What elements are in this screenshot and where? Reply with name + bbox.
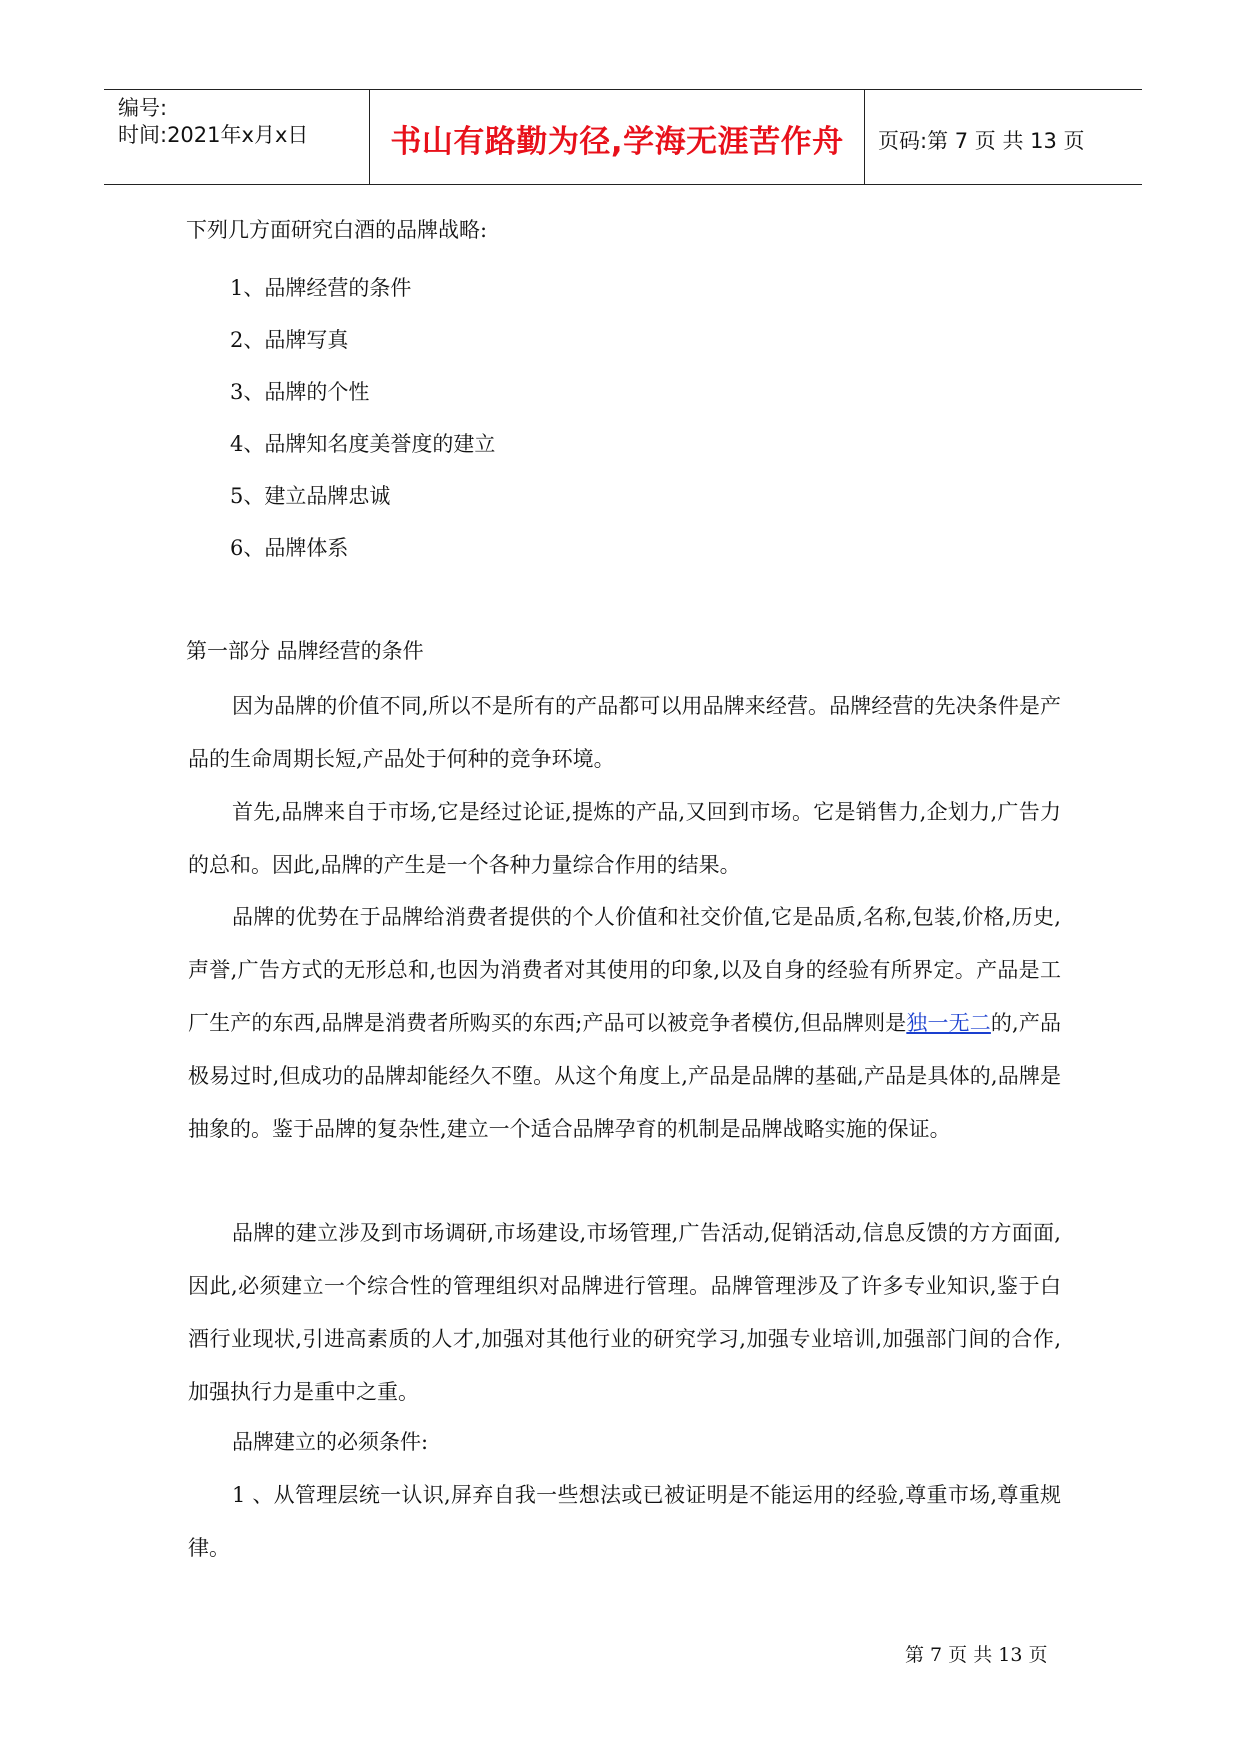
header-right-cell (866, 90, 1142, 184)
time-label: 时间:2021年x月x日 (118, 123, 309, 147)
page-info: 页码:第 7 页 共 13 页 (878, 129, 1085, 153)
header-left-cell (104, 90, 370, 184)
list-item-5: 5、建立品牌忠诚 (230, 484, 391, 508)
list-item-2: 2、品牌写真 (230, 328, 349, 352)
paragraph-3-text-a: 品牌的优势在于品牌给消费者提供的个人价值和社交价值,它是品质,名称,包装,价格,历史,声誉,广告方式的无形总和,也因为消费者对其使用的印象,以及自身的经验有所界定。产品是工厂生产的东西,品牌是消费者所购买的东西;产品可以被竞争者模仿,但品牌则是 (188, 905, 1061, 1035)
paragraph-1: 因为品牌的价值不同,所以不是所有的产品都可以用品牌来经营。品牌经营的先决条件是产品的生命周期长短,产品处于何种的竞争环境。 (188, 694, 1061, 771)
paragraph-6: 1 、从管理层统一认识,屏弃自我一些想法或已被证明是不能运用的经验,尊重市场,尊重规律。 (188, 1483, 1061, 1560)
paragraph-3-text-b: 的,产品极易过时,但成功的品牌却能经久不堕。从这个角度上,产品是品牌的基础,产品是具体的,品牌是抽象的。鉴于品牌的复杂性,建立一个适合品牌孕育的机制是品牌战略实施的保证。 (188, 1011, 1061, 1141)
number-label: 编号: (118, 96, 168, 120)
page-footer: 第 7 页 共 13 页 (905, 1644, 1048, 1666)
paragraph-4: 品牌的建立涉及到市场调研,市场建设,市场管理,广告活动,促销活动,信息反馈的方方面面,因此,必须建立一个综合性的管理组织对品牌进行管理。品牌管理涉及了许多专业知识,鉴于白酒行业现状,引进高素质的人才,加强对其他行业的研究学习,加强专业培训,加强部门间的合作,加强执行力是重中之重。 (188, 1221, 1061, 1404)
paragraph-3 (188, 891, 1061, 1156)
list-item-1: 1、品牌经营的条件 (230, 276, 412, 300)
paragraph-5: 品牌建立的必须条件: (232, 1430, 429, 1454)
paragraph-2: 首先,品牌来自于市场,它是经过论证,提炼的产品,又回到市场。它是销售力,企划力,广告力的总和。因此,品牌的产生是一个各种力量综合作用的结果。 (188, 800, 1061, 877)
list-item-3: 3、品牌的个性 (230, 380, 370, 404)
motto: 书山有路勤为径,学海无涯苦作舟 (390, 124, 844, 160)
section-title: 第一部分 品牌经营的条件 (186, 639, 424, 663)
header-middle-cell (370, 90, 865, 184)
header-table (104, 89, 1142, 185)
intro-line: 下列几方面研究白酒的品牌战略: (186, 218, 488, 242)
list-item-6: 6、品牌体系 (230, 536, 349, 560)
list-item-4: 4、品牌知名度美誉度的建立 (230, 432, 496, 456)
link-unique[interactable]: 独一无二 (906, 1011, 991, 1035)
